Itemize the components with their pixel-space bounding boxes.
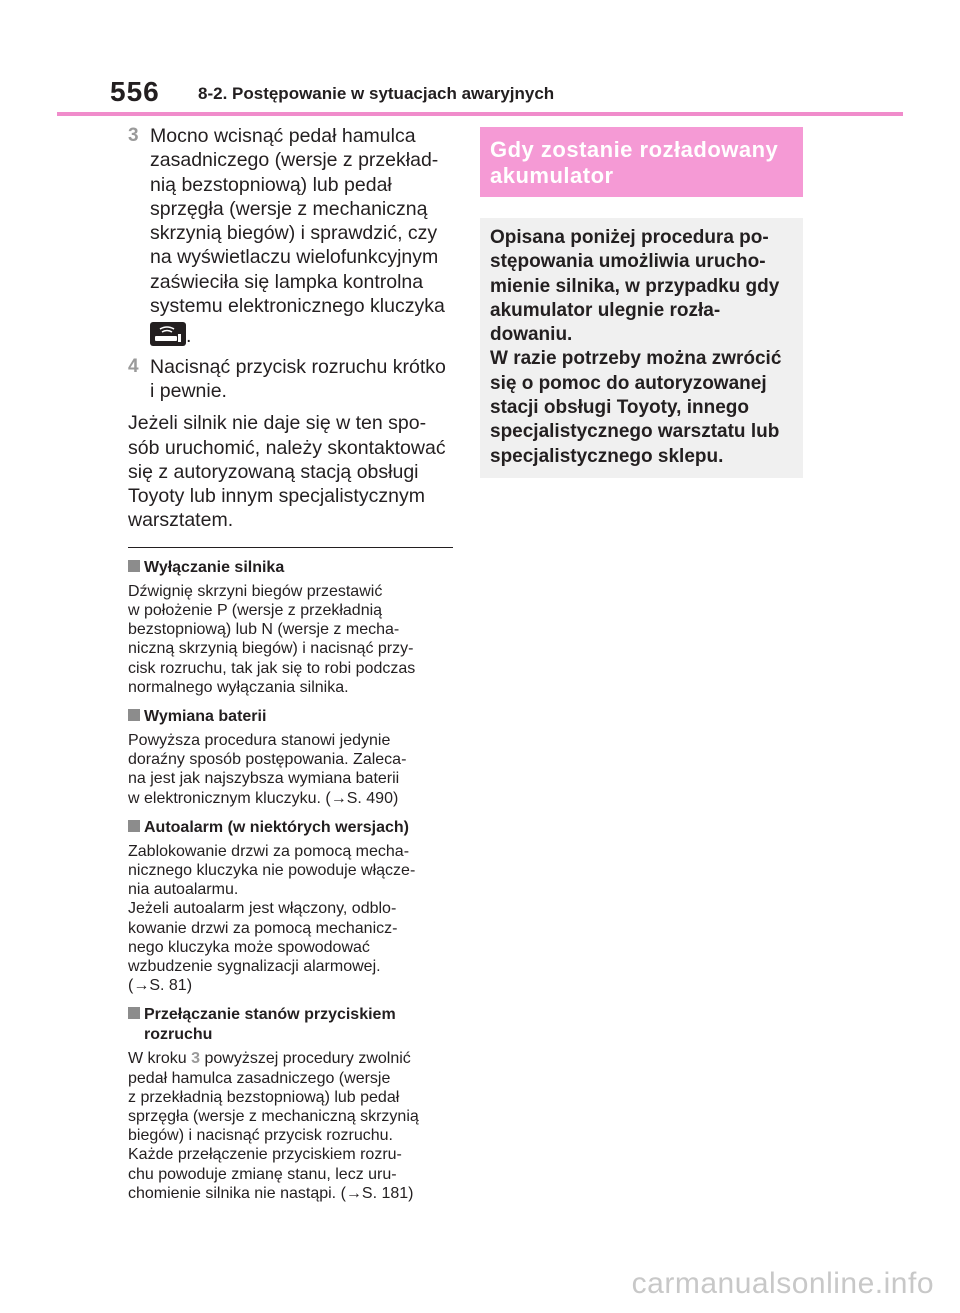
- note-body: Zablokowanie drzwi za pomocą mecha- nicznego kluczyka nie powoduje włącze- nia autoalarmu. Jeżeli autoalarm jest włączony, odblo- kowanie drzwi za pomocą mechanicz- nego kluczyka może spowodować wzbudzenie sygnalizacji alarmowej. (→S. 81): [128, 842, 416, 995]
- step-text: Nacisnąć przycisk rozruchu krótko i pewnie.: [150, 355, 446, 402]
- info-paragraph: Jeżeli silnik nie daje się w ten spo-sób uruchomić, należy skontaktować się z autoryzowaną stacją obsługi Toyoty lub innym specjalistycznym warsztatem.: [128, 412, 446, 532]
- right-column: [480, 127, 803, 478]
- step-number: 4: [128, 355, 139, 377]
- bullet-square-icon: [128, 709, 140, 721]
- bullet-square-icon: [128, 560, 140, 572]
- bullet-square-icon: [128, 820, 140, 832]
- step-text: Mocno wcisnąć pedał hamulca zasadniczego (wersje z przekład-nią bezstopniową) lub pedał sprzęgła (wersje z mechaniczną skrzynią biegów) i sprawdzić, czy na wyświetlaczu wielofunkcyjnym zaświeciła się lampka kontrolna systemu elektronicznego kluczyka: [150, 125, 445, 318]
- section-divider: [128, 547, 453, 548]
- page-header: [110, 76, 910, 116]
- note-body: Powyższa procedura stanowi jedynie doraźny sposób postępowania. Zaleca- na jest jak najszybsza wymiana baterii w elektronicznym kluczyku. (→S. 490): [128, 731, 407, 807]
- note-title: Wyłączanie silnika: [128, 558, 453, 578]
- note-body: W kroku 3 powyższej procedury zwolnić pedał hamulca zasadniczego (wersje z przekładnią bezstopniową) lub pedał sprzęgła (wersje z mechaniczną skrzynią biegów) i nacisnąć przycisk rozruchu. Każde przełączenie przyciskiem rozru- chu powoduje zmianę stanu, lecz uru- chomienie silnika nie nastąpi. (→S. 181): [128, 1050, 419, 1202]
- bullet-square-icon: [128, 1007, 140, 1019]
- note-title: Wymiana baterii: [128, 707, 453, 727]
- section-heading: Gdy zostanie rozładowany akumulator: [480, 127, 803, 197]
- smart-key-indicator-icon: [150, 322, 186, 346]
- chapter-title: 8-2. Postępowanie w sytuacjach awaryjnych: [198, 84, 555, 103]
- intro-text: Opisana poniżej procedura po-stępowania umożliwia urucho-mienie silnika, w przypadku gdy akumulator ulegnie rozła-dowaniu. W razie potrzeby można zwrócić się o pomoc do autoryzowanej stacji obsługi Toyoty, innego specjalistycznego warsztatu lub specjalistycznego sklepu.: [490, 227, 782, 467]
- note-title: Przełączanie stanów przyciskiem rozruchu: [128, 1005, 453, 1045]
- note-body: Dźwignię skrzyni biegów przestawić w położenie P (wersje z przekładnią bezstopniową) lub N (wersje z mecha- niczną skrzynią biegów) i nacisnąć przy- cisk rozruchu, tak jak się to robi podczas normalnego wyłączania silnika.: [128, 582, 416, 696]
- step-reference: 3: [191, 1050, 201, 1068]
- watermark: carmanualsonline.info: [631, 1267, 934, 1300]
- page-number: 556: [110, 76, 160, 107]
- intro-box: [480, 218, 803, 478]
- step-3: [128, 124, 453, 349]
- note-title: Autoalarm (w niektórych wersjach): [128, 818, 453, 838]
- header-divider: [57, 112, 903, 116]
- step-suffix: .: [186, 325, 192, 348]
- step-4: [128, 355, 453, 404]
- step-number: 3: [128, 125, 139, 146]
- left-column: [128, 124, 453, 1203]
